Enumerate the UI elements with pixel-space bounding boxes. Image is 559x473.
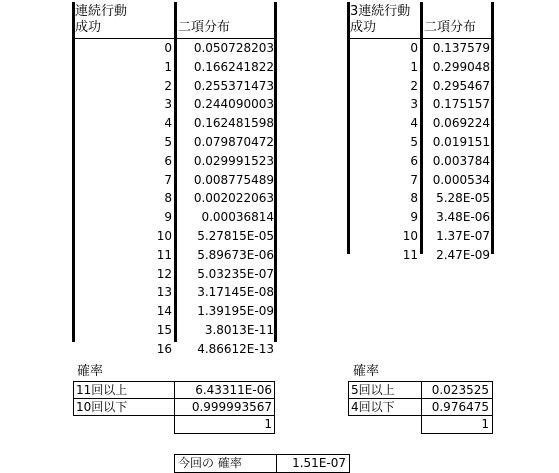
right-table-binomial-2: 0.295467 <box>432 78 490 93</box>
left-prob-label-0: 11回以上 <box>76 383 128 397</box>
left-table-col1-header: 成功 <box>75 20 102 35</box>
right-table-success-1: 1 <box>410 59 418 74</box>
right-table-success-0: 0 <box>410 41 418 55</box>
right-prob-value-1: 0.976475 <box>431 400 489 414</box>
right-table-right-border <box>491 2 494 254</box>
left-table-binomial-3: 0.244090003 <box>193 97 274 112</box>
right-table-success-6: 6 <box>410 153 418 168</box>
left-table-title: 連続行動 <box>75 4 128 19</box>
right-table-binomial-1: 0.299048 <box>432 59 490 74</box>
left-table-binomial-10: 5.27815E-05 <box>197 229 274 243</box>
left-table-success-12: 12 <box>156 266 172 281</box>
left-prob-title: 確率 <box>77 364 104 379</box>
left-table-binomial-15: 3.8013E-11 <box>204 323 274 337</box>
left-table-binomial-16: 4.86612E-13 <box>197 341 274 356</box>
left-table-binomial-4: 0.162481598 <box>193 116 274 131</box>
right-table-success-7: 7 <box>410 172 418 187</box>
left-prob-label-1: 10回以下 <box>76 400 128 414</box>
left-table-success-15: 15 <box>156 323 172 337</box>
right-prob-title: 確率 <box>353 364 380 379</box>
left-table-success-13: 13 <box>156 285 172 300</box>
right-table-col1-header: 成功 <box>350 20 377 35</box>
left-table-binomial-13: 3.17145E-08 <box>197 285 274 300</box>
left-table-binomial-5: 0.079870472 <box>193 135 274 149</box>
left-table-success-0: 0 <box>164 41 172 55</box>
left-table-success-2: 2 <box>164 78 172 93</box>
right-table-binomial-11: 2.47E-09 <box>436 247 490 262</box>
left-table-right-border <box>274 2 277 342</box>
left-table-col2-header: 二項分布 <box>178 20 231 35</box>
right-table-success-3: 3 <box>410 97 418 112</box>
left-table-success-5: 5 <box>164 135 172 149</box>
summary-label: 今回の 確率 <box>178 456 242 470</box>
left-table-binomial-1: 0.166241822 <box>193 59 274 74</box>
left-table-binomial-11: 5.89673E-06 <box>197 247 274 262</box>
right-table-success-11: 11 <box>402 247 418 262</box>
left-table-success-4: 4 <box>164 116 172 131</box>
right-table-binomial-9: 3.48E-06 <box>436 210 490 225</box>
left-prob-value-2: 1 <box>264 417 272 431</box>
left-table-success-11: 11 <box>156 247 172 262</box>
right-table-binomial-6: 0.003784 <box>432 153 490 168</box>
right-table-mid-border <box>420 2 423 254</box>
right-table-success-4: 4 <box>410 116 418 131</box>
left-table-success-9: 9 <box>164 210 172 225</box>
right-prob-value-2: 1 <box>481 417 489 431</box>
left-table-binomial-7: 0.008775489 <box>193 172 274 187</box>
right-prob-value-0: 0.023525 <box>431 383 489 397</box>
right-table-title: 3連続行動 <box>350 4 411 19</box>
left-table-success-16: 16 <box>156 341 172 356</box>
left-prob-value-0: 6.43311E-06 <box>195 383 272 397</box>
left-table-binomial-0: 0.050728203 <box>193 41 274 55</box>
left-table-mid-border <box>174 2 177 342</box>
right-prob-label-1: 4回以下 <box>351 400 395 414</box>
right-table-left-border <box>347 2 350 254</box>
right-table-success-2: 2 <box>410 78 418 93</box>
left-table-left-border <box>72 2 75 342</box>
left-table-success-3: 3 <box>164 97 172 112</box>
left-table-success-6: 6 <box>164 153 172 168</box>
right-table-success-9: 9 <box>410 210 418 225</box>
left-table-binomial-2: 0.255371473 <box>193 78 274 93</box>
right-table-binomial-10: 1.37E-07 <box>436 229 490 243</box>
left-table-binomial-12: 5.03235E-07 <box>197 266 274 281</box>
left-table-binomial-14: 1.39195E-09 <box>197 304 274 319</box>
right-table-col2-header: 二項分布 <box>424 20 477 35</box>
right-table-success-5: 5 <box>410 135 418 149</box>
left-table-success-8: 8 <box>164 191 172 206</box>
right-table-binomial-3: 0.175157 <box>432 97 490 112</box>
left-table-success-7: 7 <box>164 172 172 187</box>
left-table-binomial-6: 0.029991523 <box>193 153 274 168</box>
right-table-binomial-0: 0.137579 <box>432 41 490 55</box>
right-table-success-8: 8 <box>410 191 418 206</box>
right-table-success-10: 10 <box>402 229 418 243</box>
right-table-binomial-8: 5.28E-05 <box>436 191 490 206</box>
left-table-success-1: 1 <box>164 59 172 74</box>
left-prob-value-1: 0.999993567 <box>191 400 272 414</box>
left-table-success-14: 14 <box>156 304 172 319</box>
left-table-binomial-8: 0.002022063 <box>193 191 274 206</box>
summary-value: 1.51E-07 <box>292 456 346 470</box>
left-table-success-10: 10 <box>156 229 172 243</box>
right-table-binomial-4: 0.069224 <box>432 116 490 131</box>
left-table-binomial-9: 0.00036814 <box>201 210 274 225</box>
right-prob-label-0: 5回以上 <box>351 383 395 397</box>
right-table-binomial-7: 0.000534 <box>432 172 490 187</box>
right-table-binomial-5: 0.019151 <box>432 135 490 149</box>
